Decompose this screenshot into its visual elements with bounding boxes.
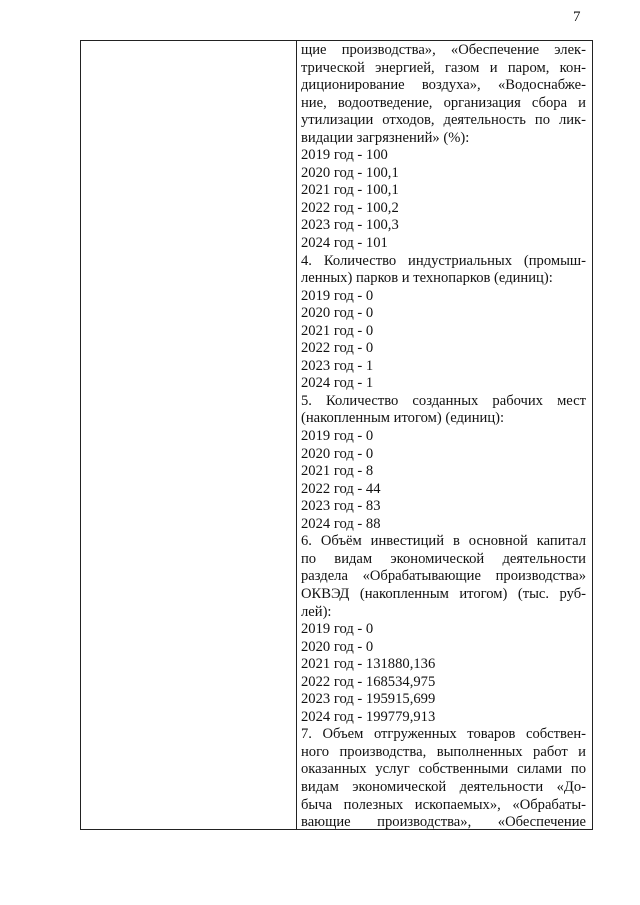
page-number: 7 [573, 9, 581, 25]
text-line: видам экономической деятельности «До- [301, 778, 586, 795]
text-line: 2019 год - 0 [301, 621, 374, 638]
text-line: 2024 год - 88 [301, 515, 381, 532]
text-line: 2020 год - 0 [301, 638, 374, 655]
text-line: 2021 год - 131880,136 [301, 656, 436, 673]
text-line: 2019 год - 100 [301, 147, 388, 164]
text-line: 2019 год - 0 [301, 428, 374, 445]
text-line: диционирование воздуха», «Водоснабже- [301, 77, 586, 94]
text-line: видации загрязнений» (%): [301, 129, 470, 146]
text-line: 2022 год - 168534,975 [301, 673, 436, 690]
text-line: 2019 год - 0 [301, 287, 374, 304]
indicator-table [80, 40, 593, 830]
text-line: 2024 год - 1 [301, 375, 374, 392]
text-line: 6. Объём инвестиций в основной капитал [301, 533, 586, 550]
text-line: 2022 год - 44 [301, 480, 381, 497]
text-line: утилизации отходов, деятельность по лик- [301, 112, 586, 129]
text-line: ОКВЭД (накопленным итогом) (тыс. руб- [301, 585, 586, 602]
text-line: 2023 год - 195915,699 [301, 691, 436, 708]
text-line: лей): [301, 603, 332, 620]
text-line: ного производства, выполненных работ и [301, 743, 586, 760]
text-line: 2023 год - 83 [301, 498, 381, 515]
text-line: 2020 год - 100,1 [301, 164, 399, 181]
text-line: (накопленным итогом) (единиц): [301, 410, 505, 427]
table-left-cell [81, 41, 296, 829]
text-line: 5. Количество созданных рабочих мест [301, 392, 586, 409]
column-divider [296, 41, 297, 829]
text-line: ленных) парков и технопарков (единиц): [301, 270, 553, 287]
text-line: оказанных услуг собственными силами по [301, 761, 586, 778]
text-line: 2024 год - 199779,913 [301, 708, 436, 725]
text-line: 2020 год - 0 [301, 445, 374, 462]
text-line: 2020 год - 0 [301, 305, 374, 322]
text-line: 2023 год - 100,3 [301, 217, 399, 234]
text-line: трической энергией, газом и паром, кон- [301, 59, 586, 76]
text-line: 2022 год - 100,2 [301, 199, 399, 216]
text-line: 4. Количество индустриальных (промыш- [301, 252, 586, 269]
text-line: ние, водоотведение, организация сбора и [301, 94, 586, 111]
text-line: 7. Объем отгруженных товаров собствен- [301, 726, 586, 743]
text-line: 2021 год - 0 [301, 322, 374, 339]
table-right-cell [301, 42, 586, 832]
text-line: по видам экономической деятельности [301, 550, 586, 567]
text-line: 2021 год - 8 [301, 463, 374, 480]
text-line: 2024 год - 101 [301, 235, 388, 252]
text-line: 2022 год - 0 [301, 340, 374, 357]
text-line: щие производства», «Обеспечение элек- [301, 42, 586, 58]
text-line: раздела «Обрабатывающие производства» [301, 568, 586, 585]
text-line: быча полезных ископаемых», «Обрабаты- [301, 796, 586, 813]
text-line: 2021 год - 100,1 [301, 182, 399, 199]
text-line: 2023 год - 1 [301, 357, 374, 374]
text-line: вающие производства», «Обеспечение [301, 814, 586, 831]
